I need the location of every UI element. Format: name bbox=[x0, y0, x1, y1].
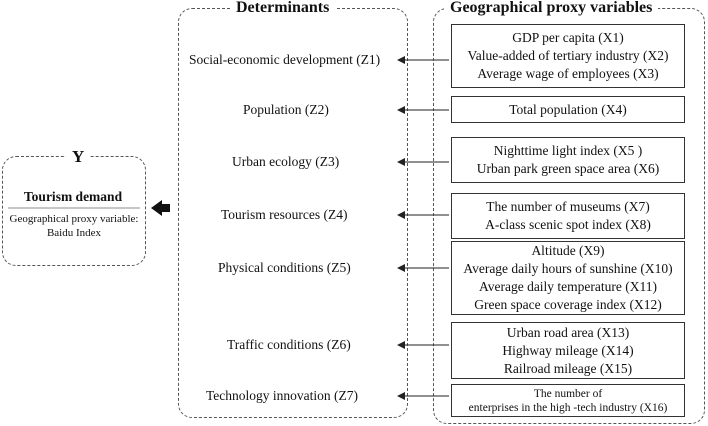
determinant-z6: Traffic conditions (Z6) bbox=[227, 337, 351, 352]
determinants-header: Determinants bbox=[230, 0, 335, 16]
dependent-proxy-line: Baidu Index bbox=[46, 227, 102, 239]
proxy-x13: Urban road area (X13) bbox=[506, 324, 630, 340]
proxy-x7: The number of museums (X7) bbox=[486, 199, 650, 214]
tourism-demand-title: Tourism demand bbox=[23, 189, 123, 204]
proxy-x8: A-class scenic spot index (X8) bbox=[485, 217, 651, 232]
determinant-z7: Technology innovation (Z7) bbox=[206, 388, 359, 403]
proxy-x5: Nighttime light index (X5 ) bbox=[493, 143, 643, 158]
proxy-x16-line1: The number of bbox=[533, 387, 603, 400]
proxy-x1: GDP per capita (X1) bbox=[512, 30, 624, 45]
proxy-x16-line2: enterprises in the high -tech industry (X16) bbox=[468, 401, 668, 414]
proxy-header: Geographical proxy variables bbox=[444, 0, 658, 16]
proxy-x3: Average wage of employees (X3) bbox=[477, 66, 659, 81]
proxy-x2: Value-added of tertiary industry (X2) bbox=[467, 48, 669, 63]
proxy-x4: Total population (X4) bbox=[509, 101, 627, 117]
proxy-x11: Average daily temperature (X11) bbox=[478, 279, 658, 294]
determinant-z2: Population (Z2) bbox=[243, 102, 329, 117]
proxy-x9: Altitude (X9) bbox=[531, 243, 605, 258]
determinant-z3: Urban ecology (Z3) bbox=[232, 154, 340, 169]
determinant-z5: Physical conditions (Z5) bbox=[218, 260, 351, 275]
dependent-proxy-line: Geographical proxy variable: bbox=[9, 213, 139, 225]
proxy-x12: Green space coverage index (X12) bbox=[474, 297, 662, 312]
proxy-x15: Railroad mileage (X15) bbox=[503, 360, 633, 376]
proxy-x10: Average daily hours of sunshine (X10) bbox=[463, 261, 673, 276]
thick-arrow-to-y bbox=[151, 200, 170, 216]
determinant-z1: Social-economic development (Z1) bbox=[189, 52, 381, 67]
determinant-z4: Tourism resources (Z4) bbox=[221, 207, 348, 222]
proxy-x14: Highway mileage (X14) bbox=[502, 342, 634, 358]
y-letter: Y bbox=[66, 148, 90, 165]
proxy-x6: Urban park green space area (X6) bbox=[476, 161, 660, 176]
